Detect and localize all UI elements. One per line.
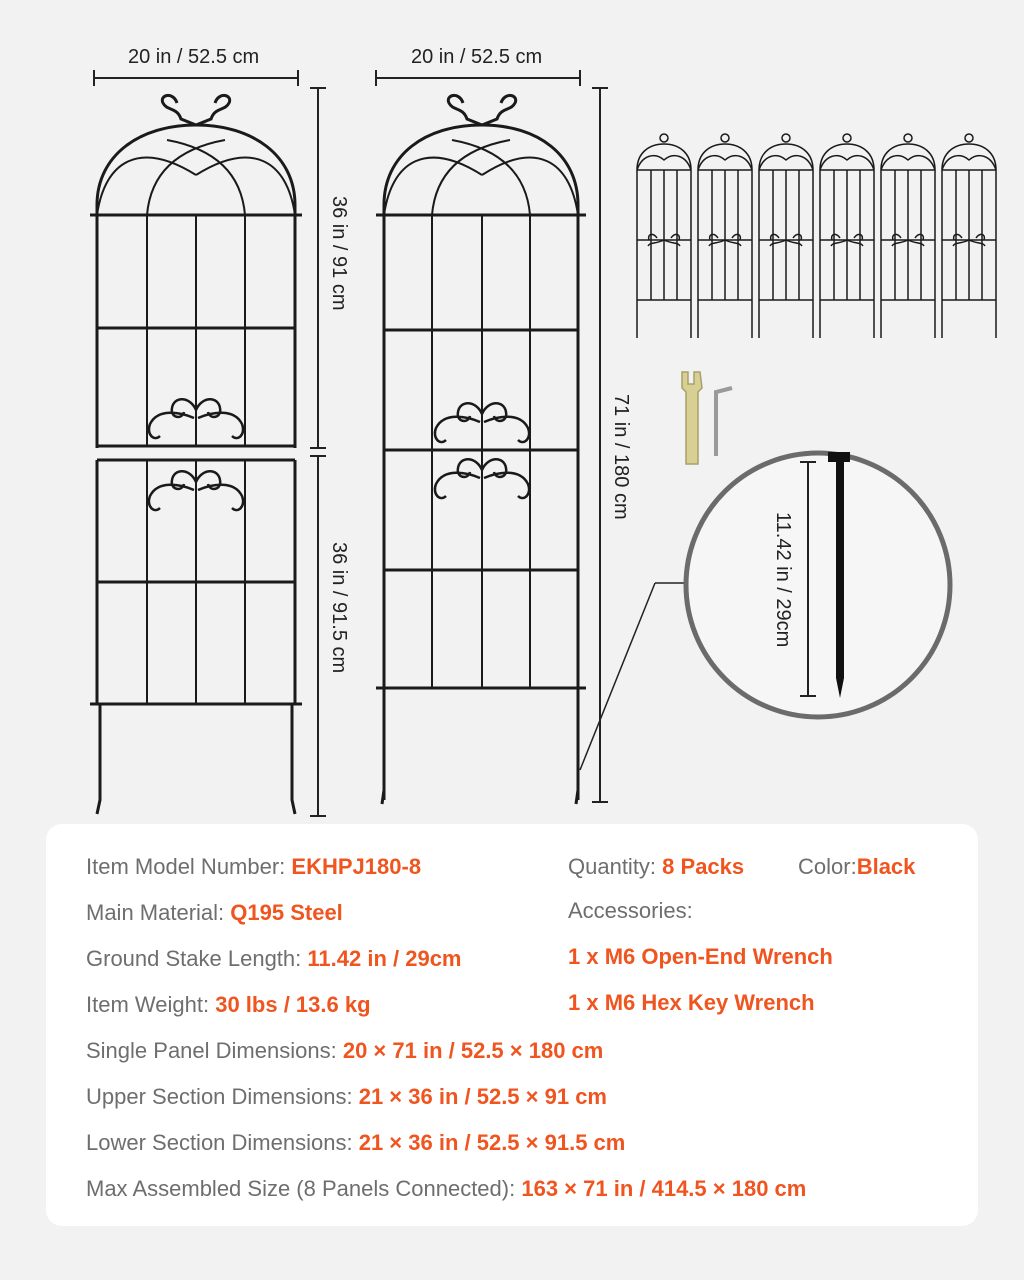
open-end-wrench-icon <box>682 372 702 464</box>
spec-accessory-1 <box>568 944 833 970</box>
panel-b-width-label: 20 in / 52.5 cm <box>411 46 543 68</box>
spec-max-label: Max Assembled Size (8 Panels Connected): <box>86 1176 516 1201</box>
spec-lower-label: Lower Section Dimensions: <box>86 1130 353 1155</box>
spec-color <box>798 854 915 880</box>
spec-weight-label: Item Weight: <box>86 992 210 1017</box>
spec-upper <box>86 1084 607 1110</box>
spec-color-value: Black <box>856 854 916 879</box>
spec-single-label: Single Panel Dimensions: <box>86 1038 337 1063</box>
panel-b <box>376 95 586 804</box>
spec-quantity-label: Quantity: <box>568 854 657 879</box>
assembled-fence-row <box>637 134 996 338</box>
spec-upper-label: Upper Section Dimensions: <box>86 1084 353 1109</box>
stake-zoom-circle <box>580 452 950 770</box>
spec-lower <box>86 1130 625 1156</box>
spec-max-value: 163 × 71 in / 414.5 × 180 cm <box>521 1176 807 1201</box>
spec-single <box>86 1038 603 1064</box>
spec-stake-value: 11.42 in / 29cm <box>307 946 462 971</box>
spec-upper-value: 21 × 36 in / 52.5 × 91 cm <box>358 1084 607 1109</box>
spec-max <box>86 1176 806 1202</box>
spec-accessory-2 <box>568 990 815 1016</box>
stake-length-label: 11.42 in / 29cm <box>772 512 794 648</box>
spec-weight-value: 30 lbs / 13.6 kg <box>215 992 371 1017</box>
spec-card <box>46 824 978 1226</box>
spec-model-label: Item Model Number: <box>86 854 286 879</box>
spec-weight <box>86 992 371 1018</box>
spec-quantity-value: 8 Packs <box>662 854 745 879</box>
spec-material-value: Q195 Steel <box>230 900 343 925</box>
spec-model-value: EKHPJ180-8 <box>291 854 422 879</box>
hex-key-icon <box>716 388 732 456</box>
spec-single-value: 20 × 71 in / 52.5 × 180 cm <box>342 1038 604 1063</box>
spec-material <box>86 900 343 926</box>
spec-stake <box>86 946 462 972</box>
spec-color-label: Color: <box>798 854 857 879</box>
spec-accessory-2-value: 1 x M6 Hex Key Wrench <box>568 990 815 1015</box>
spec-accessories-label: Accessories: <box>568 898 693 923</box>
spec-model <box>86 854 421 880</box>
upper-height-label: 36 in / 91 cm <box>328 196 350 311</box>
panel-a-width-label: 20 in / 52.5 cm <box>128 46 260 68</box>
spec-lower-value: 21 × 36 in / 52.5 × 91.5 cm <box>358 1130 626 1155</box>
spec-material-label: Main Material: <box>86 900 225 925</box>
total-height-label: 71 in / 180 cm <box>610 394 632 520</box>
panel-a <box>90 95 302 814</box>
spec-accessory-1-value: 1 x M6 Open-End Wrench <box>568 944 833 969</box>
spec-quantity <box>568 854 744 880</box>
spec-stake-label: Ground Stake Length: <box>86 946 302 971</box>
lower-height-label: 36 in / 91.5 cm <box>328 542 350 674</box>
